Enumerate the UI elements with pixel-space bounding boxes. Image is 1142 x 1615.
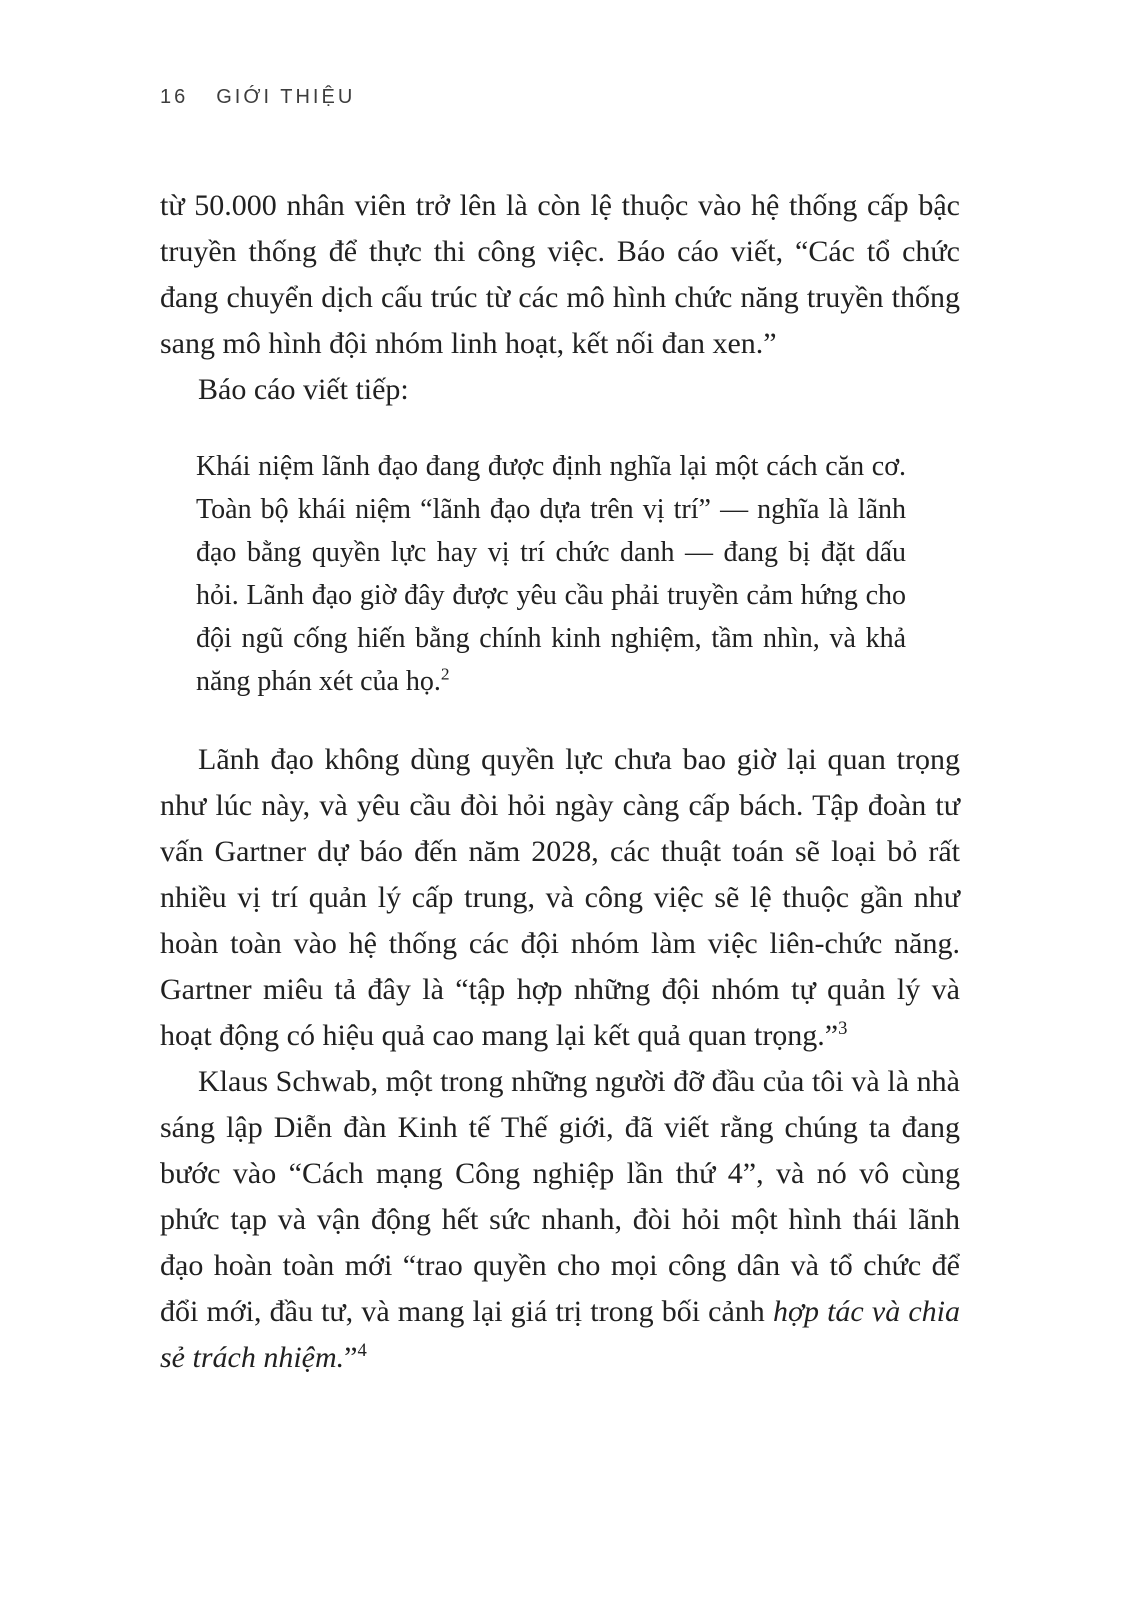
page-header (160, 86, 960, 109)
running-head-title: GIỚI THIỆU (216, 86, 356, 108)
text-segment: từ 50.000 nhân viên trở lên là còn lệ thuộc vào hệ thống cấp bậc truyền thống để thực thi công việc. Báo cáo viết, “Các tổ chức đang chuyển dịch cấu trúc từ các mô hình chức năng truyền thống sang mô hình đội nhóm linh hoạt, kết nối đan xen.” (160, 189, 960, 360)
paragraph-lead-in (160, 367, 960, 413)
text-segment: Klaus Schwab, một trong những người đỡ đầu của tôi và là nhà sáng lập Diễn đàn Kinh tế Thế giới, đã viết rằng chúng ta đang bước vào “Cách mạng Công nghiệp lần thứ 4”, và nó vô cùng phức tạp và vận động hết sức nhanh, đòi hỏi một hình thái lãnh đạo hoàn toàn mới “trao quyền cho mọi công dân và tổ chức để đổi mới, đầu tư, và mang lại giá trị trong bối cảnh (160, 1065, 960, 1328)
page-body (160, 183, 960, 1381)
block-quote (196, 445, 906, 703)
text-segment: Báo cáo viết tiếp: (198, 373, 409, 406)
italic-text-segment: hợp tác và chia sẻ trách nhiệm. (160, 1295, 960, 1374)
footnote-reference: 2 (440, 664, 450, 684)
text-segment: Lãnh đạo không dùng quyền lực chưa bao giờ lại quan trọng như lúc này, và yêu cầu đòi hỏi ngày càng cấp bách. Tập đoàn tư vấn Gartner dự báo đến năm 2028, các thuật toán sẽ loại bỏ rất nhiều vị trí quản lý cấp trung, và công việc sẽ lệ thuộc gần như hoàn toàn vào hệ thống các đội nhóm làm việc liên-chức năng. Gartner miêu tả đây là “tập hợp những đội nhóm tự quản lý và hoạt động có hiệu quả cao mang lại kết quả quan trọng.” (160, 743, 960, 1052)
paragraph-gartner (160, 737, 960, 1059)
text-segment: Khái niệm lãnh đạo đang được định nghĩa lại một cách căn cơ. Toàn bộ khái niệm “lãnh đạo dựa trên vị trí” — nghĩa là lãnh đạo bằng quyền lực hay vị trí chức danh — đang bị đặt dấu hỏi. Lãnh đạo giờ đây được yêu cầu phải truyền cảm hứng cho đội ngũ cống hiến bằng chính kinh nghiệm, tầm nhìn, và khả năng phán xét của họ. (196, 451, 906, 697)
paragraph-continuation (160, 183, 960, 367)
footnote-reference: 4 (357, 1340, 367, 1361)
text-segment: ” (344, 1341, 358, 1374)
paragraph-klaus-schwab (160, 1059, 960, 1381)
page-number: 16 (160, 86, 189, 108)
footnote-reference: 3 (838, 1018, 848, 1039)
